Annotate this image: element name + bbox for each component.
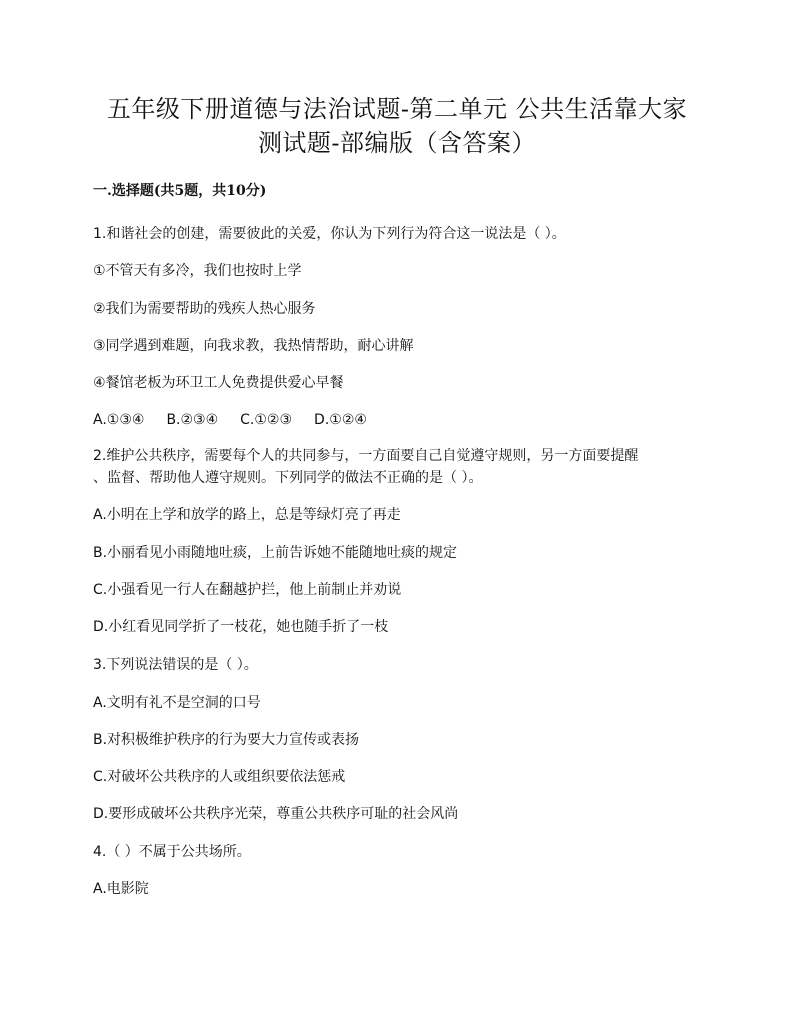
question-1-option-a: A.①③④ xyxy=(93,412,145,428)
question-2-option-b: B.小丽看见小雨随地吐痰，上前告诉她不能随地吐痰的规定 xyxy=(93,545,458,561)
question-1-item-2: ②我们为需要帮助的残疾人热心服务 xyxy=(93,301,316,317)
question-3-option-b: B.对积极维护秩序的行为要大力宣传或表扬 xyxy=(93,732,360,748)
question-1-option-d: D.①②④ xyxy=(314,412,367,428)
question-1-item-4: ④餐馆老板为环卫工人免费提供爱心早餐 xyxy=(93,375,344,391)
question-1-option-c: C.①②③ xyxy=(240,412,293,428)
question-1-option-b: B.②③④ xyxy=(166,412,219,428)
document-title-line2: 测试题-部编版（含答案） xyxy=(257,129,537,157)
question-2-option-c: C.小强看见一行人在翻越护拦，他上前制止并劝说 xyxy=(93,582,402,598)
question-4-stem: 4.（ ）不属于公共场所。 xyxy=(93,844,251,860)
question-1-item-1: ①不管天有多冷，我们也按时上学 xyxy=(93,263,302,279)
document-title-line1: 五年级下册道德与法治试题-第二单元 公共生活靠大家 xyxy=(106,95,688,123)
question-3-option-a: A.文明有礼不是空洞的口号 xyxy=(93,695,261,711)
question-2-stem-line2: 、监督、帮助他人遵守规则。下列同学的做法不正确的是（ ）。 xyxy=(93,470,483,486)
question-1-stem: 1.和谐社会的创建，需要彼此的关爱，你认为下列行为符合这一说法是（ ）。 xyxy=(93,226,566,242)
question-2-option-d: D.小红看见同学折了一枝花，她也随手折了一枝 xyxy=(93,619,389,635)
question-1-item-3: ③同学遇到难题，向我求教，我热情帮助，耐心讲解 xyxy=(93,338,414,354)
question-3-option-d: D.要形成破坏公共秩序光荣，尊重公共秩序可耻的社会风尚 xyxy=(93,806,459,822)
question-2-option-a: A.小明在上学和放学的路上，总是等绿灯亮了再走 xyxy=(93,507,401,523)
question-3-option-c: C.对破坏公共秩序的人或组织要依法惩戒 xyxy=(93,769,346,785)
section-heading: 一.选择题(共5题，共10分) xyxy=(93,183,267,199)
question-4-option-a: A.电影院 xyxy=(93,881,149,897)
question-3-stem: 3.下列说法错误的是（ ）。 xyxy=(93,657,258,673)
question-1-options xyxy=(93,410,389,430)
question-2-stem-line1: 2.维护公共秩序，需要每个人的共同参与，一方面要自己自觉遵守规则，另一方面要提醒 xyxy=(93,448,639,464)
